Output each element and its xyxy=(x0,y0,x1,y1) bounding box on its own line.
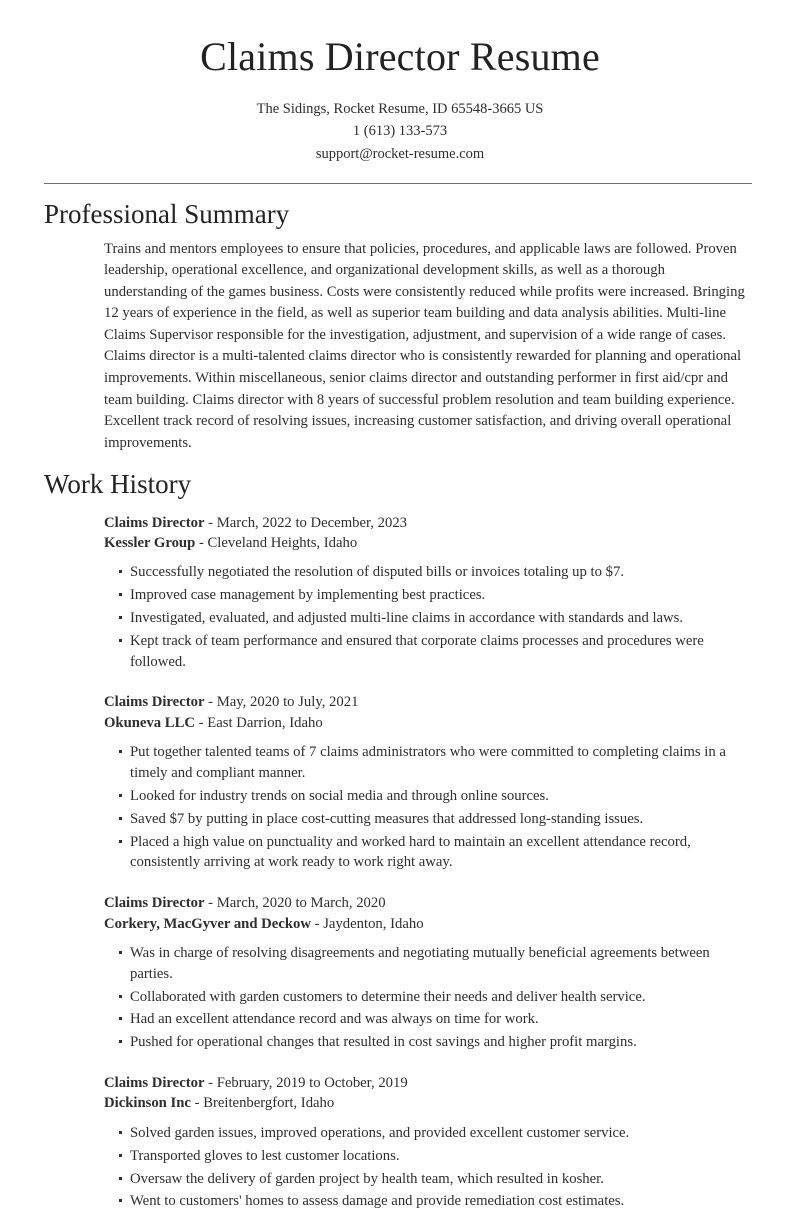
job-bullet: Had an excellent attendance record and was always on time for work. xyxy=(0,1009,748,1030)
job-company-line: Corkery, MacGyver and Deckow - Jaydenton, Idaho xyxy=(104,914,800,934)
work-history-entry xyxy=(0,875,800,1053)
job-title-line: Claims Director - February, 2019 to October, 2019 xyxy=(104,1073,800,1093)
job-location: Breitenbergfort, Idaho xyxy=(203,1095,334,1111)
work-history-entry xyxy=(0,1055,800,1212)
work-history-list xyxy=(0,509,800,1212)
job-company: Dickinson Inc xyxy=(104,1095,191,1111)
header-divider xyxy=(44,183,752,184)
job-company: Kessler Group xyxy=(104,535,195,551)
job-title: Claims Director xyxy=(104,515,204,531)
job-bullet: Saved $7 by putting in place cost-cutting measures that addressed long-standing issues. xyxy=(0,809,748,830)
job-dates: May, 2020 to July, 2021 xyxy=(217,694,359,710)
job-dates: February, 2019 to October, 2019 xyxy=(217,1075,408,1091)
contact-phone: 1 (613) 133-573 xyxy=(0,120,800,142)
work-history-entry xyxy=(0,509,800,673)
professional-summary-text: Trains and mentors employees to ensure that policies, procedures, and applicable laws are followed. Proven leadership, operational excellence, and organizational development skills, as well as a thorough understanding of the games business. Costs were consistently reduced while profits were increased. Bringing 12 years of experience in the field, as well as superior team building and data analysis abilities. Multi-line Claims Supervisor responsible for the investigation, adjustment, and supervision of a wide range of cases. Claims director is a multi-talented claims director who is consistently rewarded for planning and operational improvements. Within miscellaneous, senior claims director and outstanding performer in first aid/cpr and team building. Claims director with 8 years of successful problem resolution and team building experience. Excellent track record of resolving issues, increasing customer satisfaction, and driving overall operational improvements. xyxy=(104,239,748,454)
job-title: Claims Director xyxy=(104,895,204,911)
job-bullet: Looked for industry trends on social media and through online sources. xyxy=(0,786,748,807)
job-dates: March, 2022 to December, 2023 xyxy=(217,515,407,531)
job-title-line: Claims Director - May, 2020 to July, 2021 xyxy=(104,692,800,712)
job-bullet: Kept track of team performance and ensured that corporate claims processes and procedures were followed. xyxy=(0,631,748,673)
job-company-line: Dickinson Inc - Breitenbergfort, Idaho xyxy=(104,1093,800,1113)
job-bullet: Pushed for operational changes that resulted in cost savings and higher profit margins. xyxy=(0,1032,748,1053)
job-bullet: Improved case management by implementing best practices. xyxy=(0,585,748,606)
job-bullet: Was in charge of resolving disagreements and negotiating mutually beneficial agreements between parties. xyxy=(0,943,748,985)
job-bullet-list xyxy=(0,562,748,673)
job-location: Jaydenton, Idaho xyxy=(323,916,423,932)
job-bullet: Put together talented teams of 7 claims administrators who were committed to completing claims in a timely and compliant manner. xyxy=(0,742,748,784)
work-history-section xyxy=(0,468,800,1212)
job-title: Claims Director xyxy=(104,1075,204,1091)
resume-header xyxy=(0,0,800,165)
job-bullet: Investigated, evaluated, and adjusted multi-line claims in accordance with standards and laws. xyxy=(0,608,748,629)
contact-email: support@rocket-resume.com xyxy=(0,143,800,165)
job-company-line: Kessler Group - Cleveland Heights, Idaho xyxy=(104,533,800,553)
work-history-entry xyxy=(0,674,800,873)
job-company: Okuneva LLC xyxy=(104,715,195,731)
page-title: Claims Director Resume xyxy=(0,34,800,80)
job-bullet: Oversaw the delivery of garden project by health team, which resulted in kosher. xyxy=(0,1169,748,1190)
contact-address: The Sidings, Rocket Resume, ID 65548-3665 US xyxy=(0,98,800,120)
job-bullet-list xyxy=(0,742,748,874)
job-bullet: Placed a high value on punctuality and worked hard to maintain an excellent attendance record, consistently arriving at work ready to work right away. xyxy=(0,832,748,874)
section-title-professional-summary: Professional Summary xyxy=(44,198,800,230)
job-title-line: Claims Director - March, 2022 to December, 2023 xyxy=(104,513,800,533)
section-title-work-history: Work History xyxy=(44,468,800,500)
job-location: Cleveland Heights, Idaho xyxy=(208,535,358,551)
job-bullet: Went to customers' homes to assess damage and provide remediation cost estimates. xyxy=(0,1191,748,1212)
job-bullet-list xyxy=(0,943,748,1054)
job-bullet-list xyxy=(0,1123,748,1212)
job-company-line: Okuneva LLC - East Darrion, Idaho xyxy=(104,713,800,733)
job-dates: March, 2020 to March, 2020 xyxy=(217,895,386,911)
job-title-line: Claims Director - March, 2020 to March, 2020 xyxy=(104,893,800,913)
job-title: Claims Director xyxy=(104,694,204,710)
professional-summary-section xyxy=(0,198,800,454)
job-company: Corkery, MacGyver and Deckow xyxy=(104,916,311,932)
job-bullet: Collaborated with garden customers to determine their needs and deliver health service. xyxy=(0,987,748,1008)
job-bullet: Successfully negotiated the resolution of disputed bills or invoices totaling up to $7. xyxy=(0,562,748,583)
job-bullet: Solved garden issues, improved operations, and provided excellent customer service. xyxy=(0,1123,748,1144)
job-location: East Darrion, Idaho xyxy=(207,715,322,731)
job-bullet: Transported gloves to lest customer locations. xyxy=(0,1146,748,1167)
